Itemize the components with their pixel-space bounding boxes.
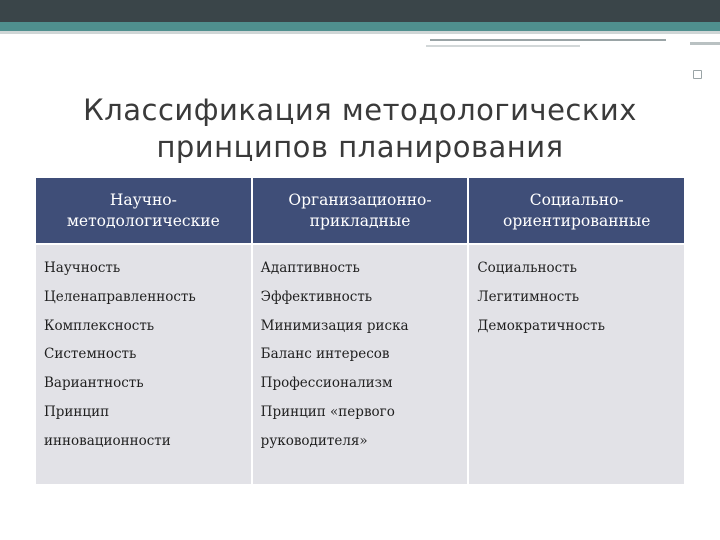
table-column-scientific: [36, 245, 251, 484]
list-item: Целенаправленность: [44, 288, 196, 305]
decorative-line: [690, 42, 720, 45]
table-column-organizational: [251, 245, 468, 484]
list-item: руководителя»: [260, 432, 368, 449]
header-text: Организационно-: [288, 190, 432, 209]
header-text: прикладные: [309, 211, 411, 230]
list-item: Минимизация риска: [260, 317, 409, 334]
slide-title: [30, 92, 690, 166]
list-item: Профессионализм: [260, 375, 393, 392]
list-item: Социальность: [477, 260, 577, 276]
header-cell-organizational: [251, 178, 468, 243]
header-text: методологические: [66, 211, 220, 230]
decorative-line: [426, 45, 580, 47]
title-line: Классификация методологических: [83, 93, 637, 127]
top-accent-bar: [0, 22, 720, 31]
list-item: Принцип: [44, 403, 110, 420]
header-text: Научно-: [109, 190, 177, 209]
list-item: Системность: [44, 346, 137, 363]
title-line: принципов планирования: [156, 130, 564, 164]
table-body: [36, 245, 684, 484]
header-text: Социально-: [529, 190, 624, 209]
list-item: Принцип «первого: [260, 403, 395, 420]
list-item: Легитимность: [477, 288, 580, 305]
list-item: Вариантность: [44, 375, 144, 392]
header-cell-scientific: [36, 178, 251, 243]
top-divider: [0, 31, 720, 34]
decorative-square-icon: [693, 70, 702, 79]
list-item: инновационности: [44, 432, 171, 449]
decorative-line: [430, 39, 666, 41]
list-item: Адаптивность: [260, 260, 360, 276]
top-bar: [0, 0, 720, 22]
table-column-social: [467, 245, 684, 484]
header-cell-social: [467, 178, 684, 243]
list-item: Научность: [44, 260, 121, 276]
list-item: Демократичность: [477, 317, 605, 334]
list-item: Баланс интересов: [260, 346, 390, 363]
list-item: Комплексность: [44, 317, 155, 334]
header-text: ориентированные: [502, 211, 651, 230]
table-header-row: [36, 178, 684, 243]
principles-table: [36, 178, 684, 484]
list-item: Эффективность: [260, 288, 373, 305]
